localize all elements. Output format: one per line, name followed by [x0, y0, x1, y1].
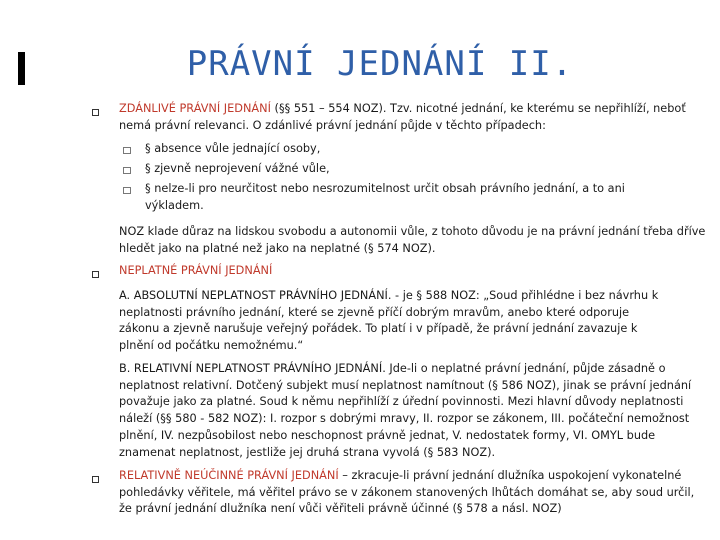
section-relativne-neucinne-heading: RELATIVNĚ NEÚČINNÉ PRÁVNÍ JEDNÁNÍ [119, 469, 339, 482]
bullet-marker [92, 271, 99, 278]
section-relativne-neucinne-body: – zkracuje-li právní jednání dlužníka uspokojení vykonatelné pohledávky věřitele, má věřitel právo se v zákonem stanovených lhůtách domáhat se, aby soud určil, že právní jednání dlužníka není vůči věřiteli právně účinné (§ 578 a násl. NOZ) [119, 469, 695, 516]
section-neplatne-heading: NEPLATNÉ PRÁVNÍ JEDNÁNÍ [119, 264, 273, 277]
list-item: § absence vůle jednající osoby, [145, 142, 321, 155]
sub-bullet-marker [123, 147, 131, 154]
bullet-marker [92, 109, 99, 116]
sub-bullet-marker [123, 187, 131, 194]
section-zdanlive-body: (§§ 551 – 554 NOZ). Tzv. nicotné jednání, ke kterému se nepřihlíží, neboť nemá právní relevanci. O zdánlivé právní jednání půjde v těchto případech: [119, 102, 686, 132]
page-title: PRÁVNÍ JEDNÁNÍ II. [186, 44, 574, 84]
sub-bullet-marker [123, 167, 131, 174]
section-zdanlive-note: NOZ klade důraz na lidskou svobodu a autonomii vůle, z tohoto důvodu je na právní jednání třeba dříve hledět jako na platné než jako na neplatné (§ 574 NOZ). [119, 225, 706, 255]
section-zdanlive-text [119, 101, 709, 134]
list-item: § nelze-li pro neurčitost nebo nesrozumitelnost určit obsah právního jednání, a to ani výkladem. [145, 182, 625, 212]
section-relativne-neucinne-text [119, 468, 699, 518]
paragraph-absolutni: A. ABSOLUTNÍ NEPLATNOST PRÁVNÍHO JEDNÁNÍ. - je § 588 NOZ: „Soud přihlédne i bez návrhu k neplatnosti právního jednání, které se zjevně příčí dobrým mravům, anebo které odporuje zákonu a zjevně narušuje veřejný pořádek. To platí i v případě, že právní jednání zavazuje k plnění od počátku nemožnému.“ [119, 289, 659, 353]
section-zdanlive-heading: ZDÁNLIVÉ PRÁVNÍ JEDNÁNÍ [119, 102, 271, 115]
section-zdanlive [119, 101, 709, 134]
paragraph-relativni: B. RELATIVNÍ NEPLATNOST PRÁVNÍHO JEDNÁNÍ. Jde-li o neplatné právní jednání, půjde zásadně o neplatnost relativní. Dotčený subjekt musí neplatnost namítnout (§ 586 NOZ), jinak se právní jednání považuje jako za platné. Soud k němu nepřihlíží z úřední povinnosti. Mezi hlavní důvody neplatnosti náleží (§§ 580 - 582 NOZ): I. rozpor s dobrými mravy, II. rozpor se zákonem, III. počáteční nemožnost plnění, IV. nezpůsobilost nebo neschopnost právně jednat, V. nedostatek formy, VI. OMYL bude znamenat neplatnost, jestliže jej druhá strana vyvolá (§ 583 NOZ). [119, 362, 692, 459]
section-relativne-neucinne [119, 468, 699, 518]
bullet-marker [92, 476, 99, 483]
list-item: § zjevně neprojevení vážné vůle, [145, 162, 330, 175]
